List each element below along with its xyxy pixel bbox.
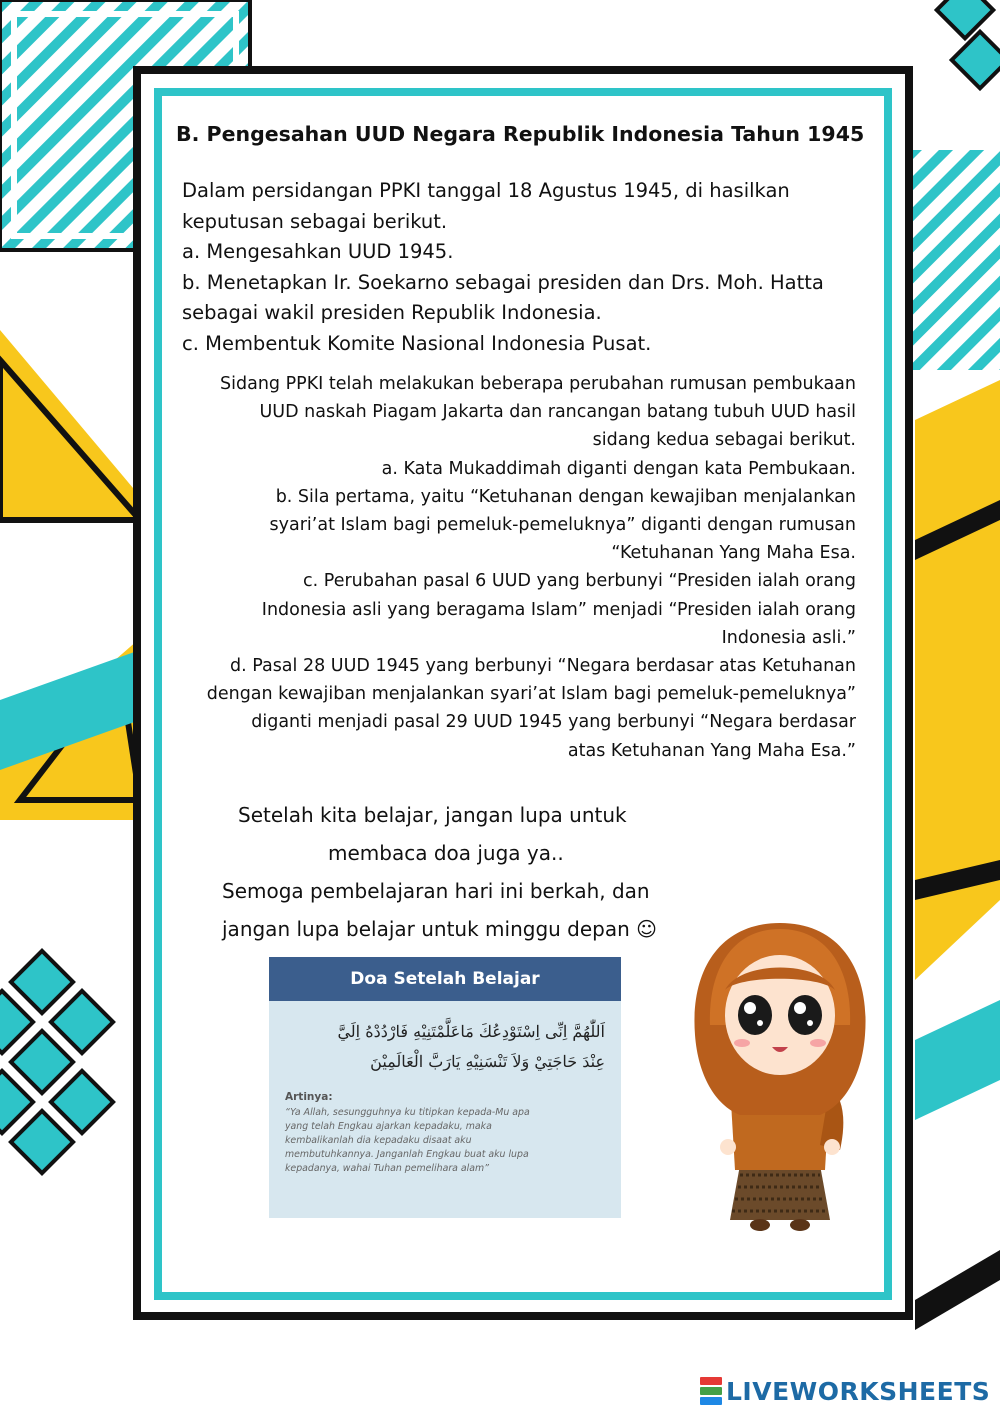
intro-paragraph xyxy=(182,176,872,359)
message-line: Semoga pembelajaran hari ini berkah, dan xyxy=(222,879,650,903)
changes-line: dengan kewajiban menjalankan syari’at Islam bagi pemeluk-pemeluknya” xyxy=(206,684,856,705)
changes-line: sidang kedua sebagai berikut. xyxy=(592,430,856,451)
changes-line: b. Sila pertama, yaitu “Ketuhanan dengan kewajiban menjalankan xyxy=(275,486,856,507)
doa-title: Doa Setelah Belajar xyxy=(269,957,621,1001)
changes-line: Indonesia asli.” xyxy=(721,627,856,648)
message-line: jangan lupa belajar untuk minggu depan ☺ xyxy=(222,917,657,941)
artinya-text xyxy=(269,1103,621,1176)
hijab-girl-illustration xyxy=(680,915,880,1235)
artinya-line: “Ya Allah, sesungguhnya ku titipkan kepada-Mu apa xyxy=(285,1107,530,1118)
intro-line: sebagai wakil presiden Republik Indonesia. xyxy=(182,301,602,324)
artinya-line: kembalikanlah dia kepadaku disaat aku xyxy=(285,1135,472,1146)
intro-line: c. Membentuk Komite Nasional Indonesia Pusat. xyxy=(182,331,652,355)
doa-arabic xyxy=(269,1001,621,1077)
changes-line: “Ketuhanan Yang Maha Esa. xyxy=(611,543,856,564)
section-heading: B. Pengesahan UUD Negara Republik Indonesia Tahun 1945 xyxy=(176,122,865,146)
intro-line: a. Mengesahkan UUD 1945. xyxy=(182,240,454,263)
changes-line: syari’at Islam bagi pemeluk-pemeluknya” diganti dengan rumusan xyxy=(269,515,856,536)
changes-paragraph xyxy=(186,370,856,765)
liveworksheets-logo xyxy=(700,1376,990,1406)
intro-line: Dalam persidangan PPKI tanggal 18 Agustus 1945, di hasilkan xyxy=(182,179,790,202)
changes-line: Sidang PPKI telah melakukan beberapa perubahan rumusan pembukaan xyxy=(220,374,856,394)
changes-line: UUD naskah Piagam Jakarta dan rancangan batang tubuh UUD hasil xyxy=(259,402,856,423)
changes-line: a. Kata Mukaddimah diganti dengan kata Pembukaan. xyxy=(381,458,856,479)
artinya-label: Artinya: xyxy=(285,1091,333,1103)
message-line: membaca doa juga ya.. xyxy=(328,841,564,865)
message-line: Setelah kita belajar, jangan lupa untuk xyxy=(238,803,627,827)
changes-line: d. Pasal 28 UUD 1945 yang berbunyi “Negara berdasar atas Ketuhanan xyxy=(229,656,856,677)
intro-line: b. Menetapkan Ir. Soekarno sebagai presiden dan Drs. Moh. Hatta xyxy=(182,270,824,294)
liveworksheets-icon xyxy=(700,1377,722,1405)
artinya-line: membutuhkannya. Janganlah Engkau buat aku lupa xyxy=(285,1149,529,1160)
closing-message xyxy=(210,796,710,948)
artinya-line: kepadanya, wahai Tuhan pemelihara alam” xyxy=(285,1163,489,1174)
doa-card xyxy=(269,957,621,1218)
doa-arabic-line: عِنْدَ حَاجَتِيْ وَلاَ تَنْسَنِيْهِ يَارَبَّ الْعَالَمِيْنَ xyxy=(370,1052,605,1071)
changes-line: c. Perubahan pasal 6 UUD yang berbunyi “Presiden ialah orang xyxy=(303,571,856,592)
artinya-line: yang telah Engkau ajarkan kepadaku, maka xyxy=(285,1121,492,1132)
changes-line: diganti menjadi pasal 29 UUD 1945 yang berbunyi “Negara berdasar xyxy=(251,712,856,733)
liveworksheets-wordmark: LIVEWORKSHEETS xyxy=(726,1376,991,1406)
intro-line: keputusan sebagai berikut. xyxy=(182,209,448,233)
changes-line: atas Ketuhanan Yang Maha Esa.” xyxy=(567,740,856,761)
changes-line: Indonesia asli yang beragama Islam” menjadi “Presiden ialah orang xyxy=(261,599,856,620)
doa-arabic-line: اَللّٰهُمَّ اِنِّى اِسْتَوْدِعُكَ مَاعَلَّمْتَنِيْهِ فَارْدُدْهُ اِلَيَّ xyxy=(337,1022,605,1041)
